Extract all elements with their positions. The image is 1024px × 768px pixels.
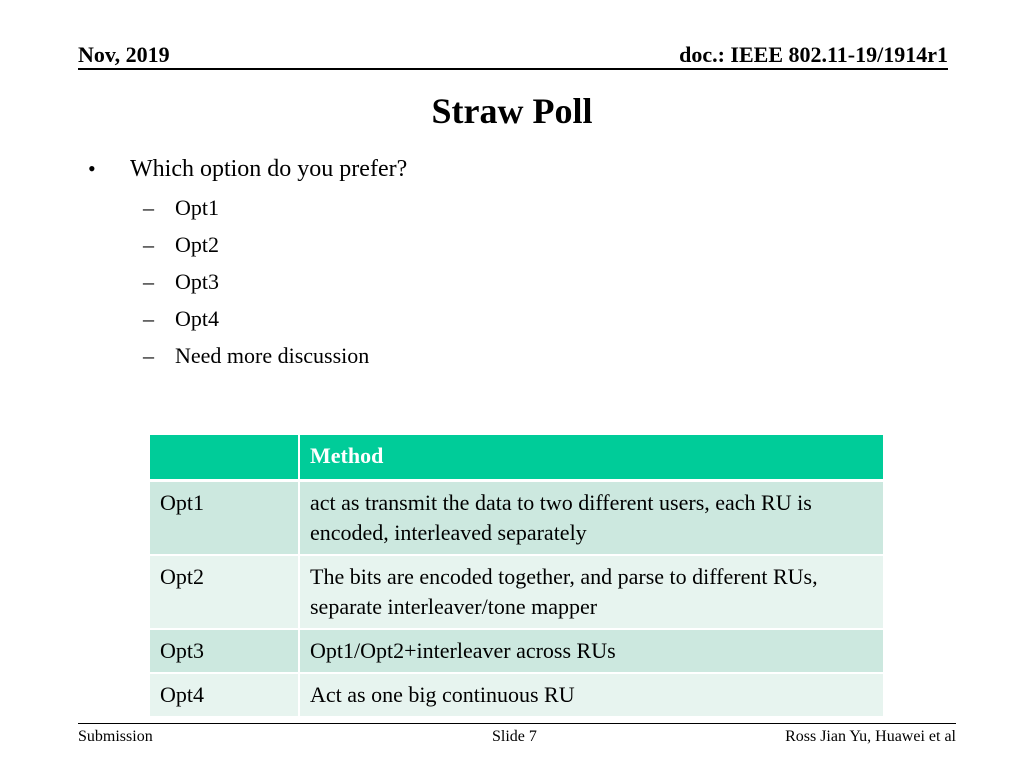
bullet-dot-icon: • [88, 156, 96, 181]
dash-icon: – [143, 343, 154, 368]
table-row [150, 555, 883, 629]
method-table [150, 435, 883, 718]
option-label: Opt1 [175, 195, 219, 220]
option-label: Opt4 [175, 306, 219, 331]
dash-icon: – [143, 269, 154, 294]
footer-author: Ross Jian Yu, Huawei et al [785, 728, 956, 745]
method-cell: Act as one big continuous RU [299, 673, 883, 717]
footer-divider [78, 723, 956, 724]
footer-submission: Submission [78, 728, 153, 745]
option-item [143, 343, 407, 380]
footer-slide-number: Slide 7 [492, 728, 537, 745]
table-header-row [150, 435, 883, 481]
dash-icon: – [143, 232, 154, 257]
table-row [150, 629, 883, 673]
method-cell: act as transmit the data to two different users, each RU is encoded, interleaved separately [299, 481, 883, 556]
option-cell: Opt1 [150, 481, 299, 556]
table-row [150, 481, 883, 556]
header-divider [78, 68, 948, 70]
slide-title: Straw Poll [431, 91, 593, 131]
option-cell: Opt3 [150, 629, 299, 673]
option-cell: Opt2 [150, 555, 299, 629]
question-text: Which option do you prefer? [130, 156, 408, 182]
option-item [143, 306, 407, 343]
header-doc-id: doc.: IEEE 802.11-19/1914r1 [679, 42, 948, 67]
header-date: Nov, 2019 [78, 42, 170, 67]
method-cell: The bits are encoded together, and parse to different RUs, separate interleaver/tone mapper [299, 555, 883, 629]
dash-icon: – [143, 195, 154, 220]
table-header-cell [150, 435, 299, 481]
option-item [143, 195, 407, 232]
option-label: Opt2 [175, 232, 219, 257]
option-item [143, 232, 407, 269]
bullet-list [88, 156, 407, 380]
method-cell: Opt1/Opt2+interleaver across RUs [299, 629, 883, 673]
table-row [150, 673, 883, 717]
option-label: Need more discussion [175, 343, 370, 368]
table-header-cell: Method [299, 435, 883, 481]
option-label: Opt3 [175, 269, 219, 294]
bullet-question [88, 156, 407, 183]
option-cell: Opt4 [150, 673, 299, 717]
option-item [143, 269, 407, 306]
dash-icon: – [143, 306, 154, 331]
